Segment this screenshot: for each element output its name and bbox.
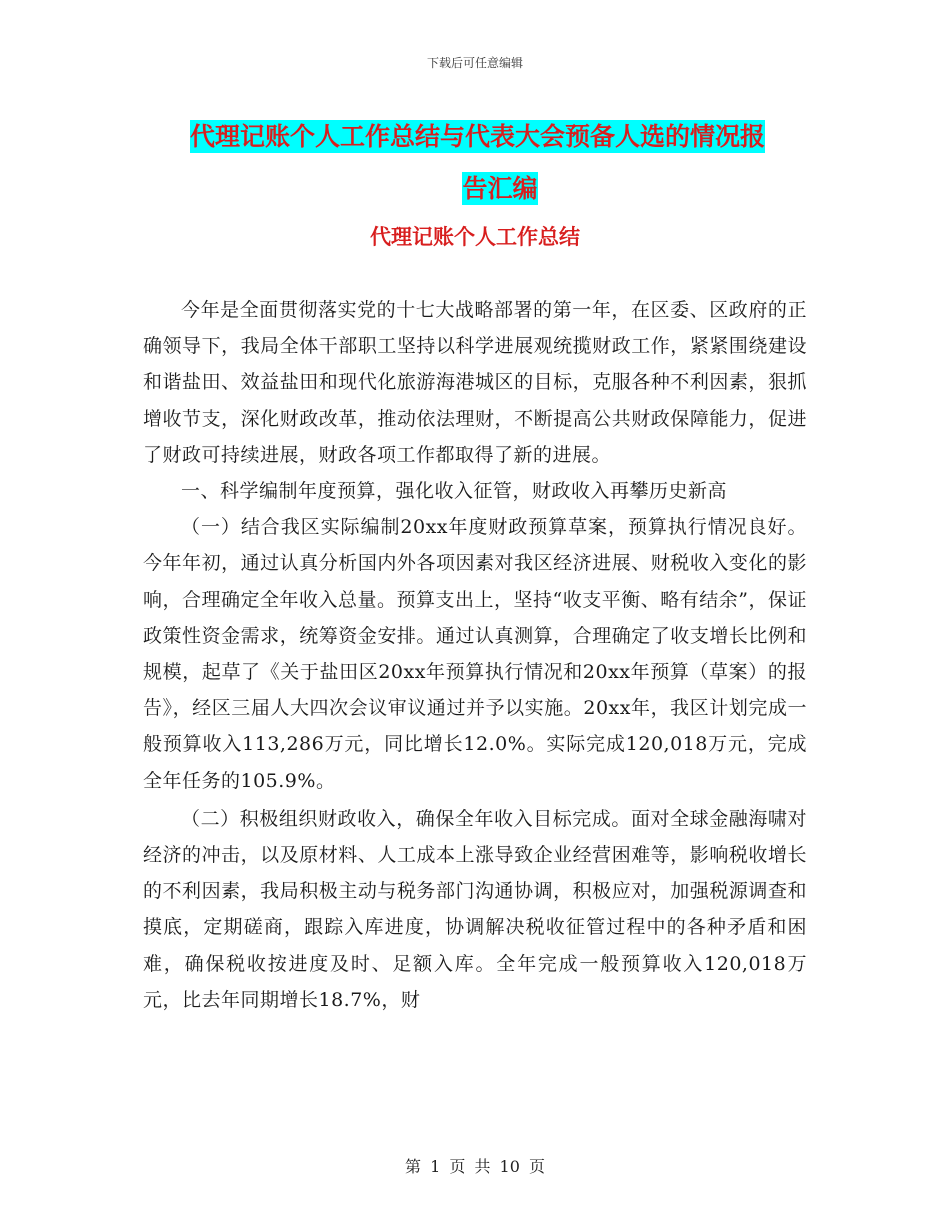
header-note: 下载后可任意编辑 (426, 56, 523, 70)
paragraph-intro: 今年是全面贯彻落实党的十七大战略部署的第一年，在区委、区政府的正确领导下，我局全体干部职工坚持以科学进展观统揽财政工作，紧紧围绕建设和谐盐田、效益盐田和现代化旅游海港城区的目标，克服各种不利因素，狠抓增收节支，深化财政改革，推动依法理财，不断提高公共财政保障能力，促进了财政可持续进展，财政各项工作都取得了新的进展。 (143, 299, 807, 466)
heading-part-one: 一、科学编制年度预算，强化收入征管，财政收入再攀历史新高 (181, 480, 728, 503)
section-title: 代理记账个人工作总结 (370, 224, 580, 249)
document-title-line1: 代理记账个人工作总结与代表大会预备人选的情况报 (190, 122, 766, 151)
paragraph-revenue: （二）积极组织财政收入，确保全年收入目标完成。面对全球金融海啸对经济的冲击，以及原材料、人工成本上涨导致企业经营困难等，影响税收增长的不利因素，我局积极主动与税务部门沟通协调，积极应对，加强税源调查和摸底，定期磋商，跟踪入库进度，协调解决税收征管过程中的各种矛盾和困难，确保税收按进度及时、足额入库。全年完成一般预算收入120,018万元，比去年同期增长18.7%，财 (143, 807, 807, 1011)
document-title-line2: 告汇编 (462, 174, 538, 203)
page-footer: 第 1 页 共 10 页 (405, 1157, 545, 1176)
document-title (190, 112, 810, 214)
document-body (143, 292, 807, 1018)
paragraph-budget: （一）结合我区实际编制20xx年度财政预算草案，预算执行情况良好。今年年初，通过认真分析国内外各项因素对我区经济进展、财税收入变化的影响，合理确定全年收入总量。预算支出上，坚持“收支平衡、略有结余”，保证政策性资金需求，统筹资金安排。通过认真测算，合理确定了收支增长比例和规模，起草了《关于盐田区20xx年预算执行情况和20xx年预算（草案）的报告》，经区三届人大四次会议审议通过并予以实施。20xx年，我区计划完成一般预算收入113,286万元，同比增长12.0%。实际完成120,018万元，完成全年任务的105.9%。 (143, 516, 807, 792)
